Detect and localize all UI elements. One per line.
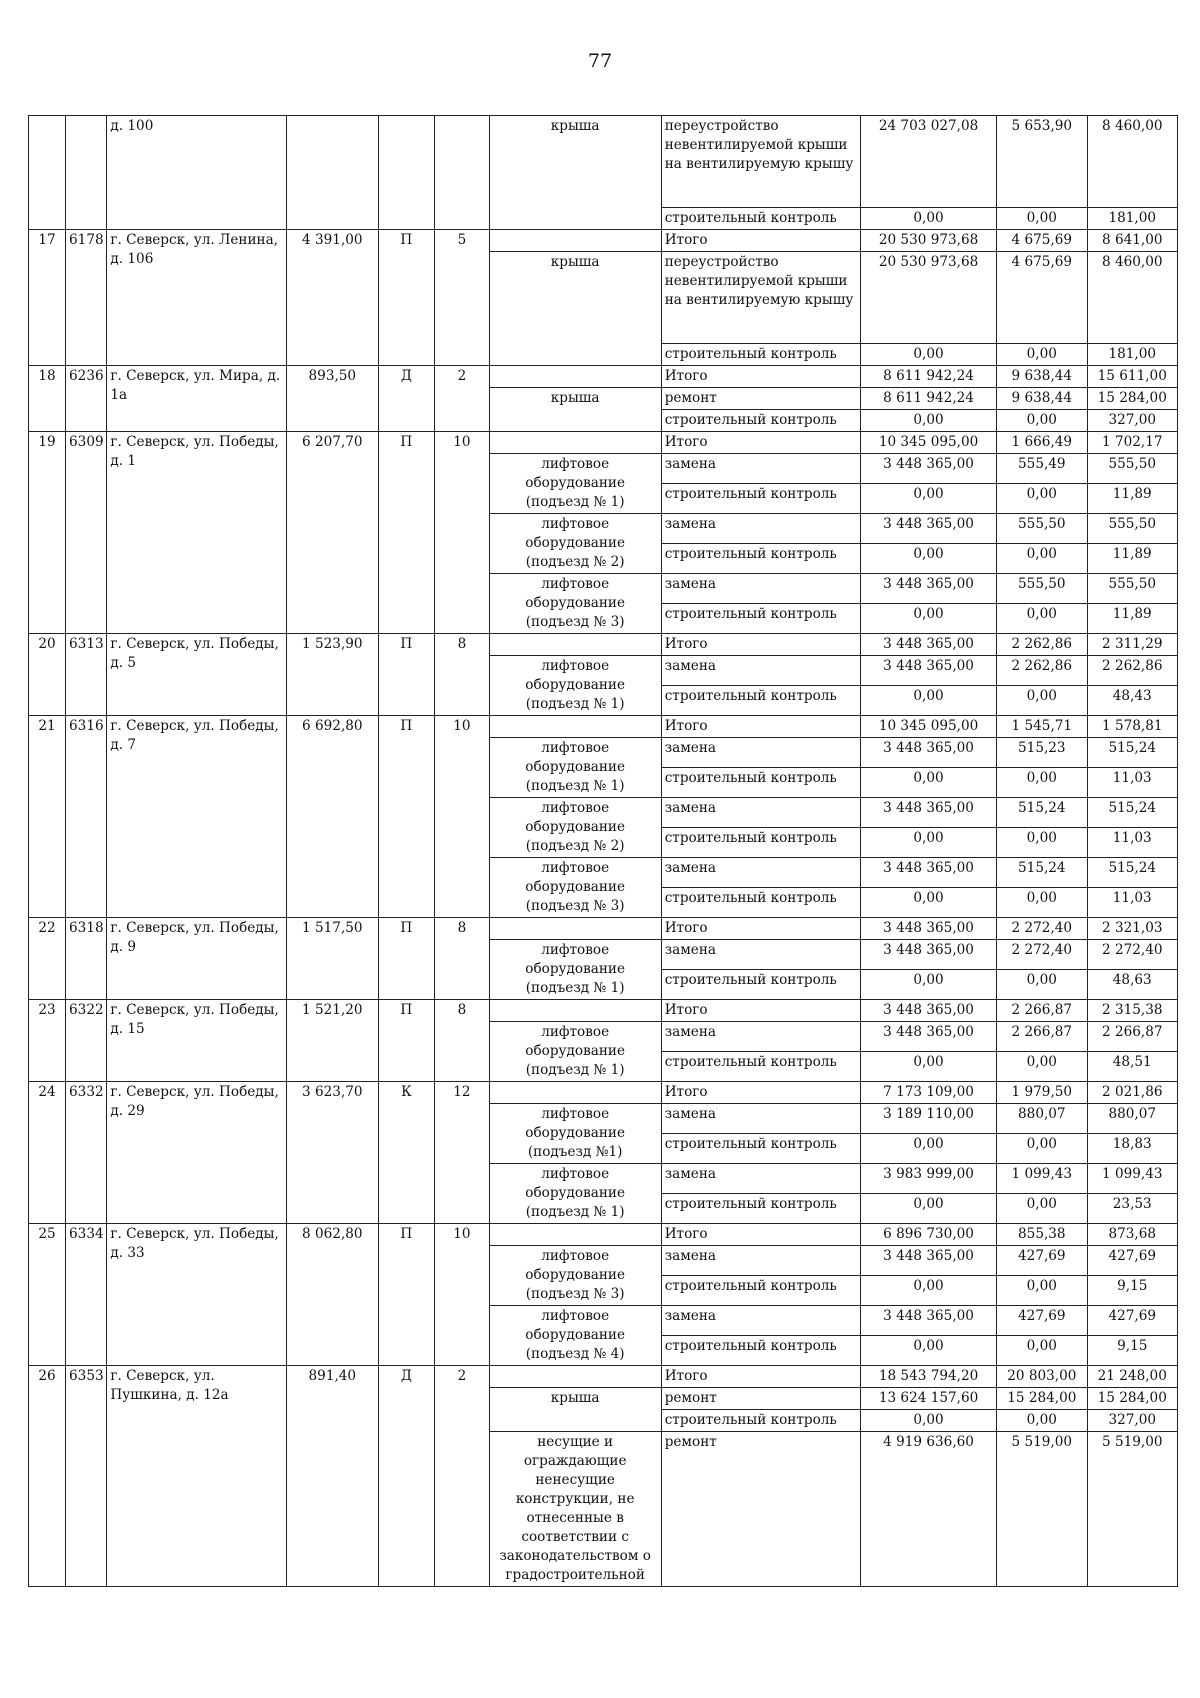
house-type: К [378, 1082, 435, 1224]
cost-per-m2: 555,50 [997, 514, 1087, 544]
cost-limit: 181,00 [1087, 344, 1178, 366]
cost-limit: 1 702,17 [1087, 432, 1178, 454]
work-type: строительный контроль [661, 544, 860, 574]
work-type: строительный контроль [661, 888, 860, 918]
cost-per-m2: 1 545,71 [997, 716, 1087, 738]
work-type: строительный контроль [661, 686, 860, 716]
cost-per-m2: 0,00 [997, 1410, 1087, 1432]
work-cost: 4 919 636,60 [860, 1432, 996, 1587]
house-type: Д [378, 1366, 435, 1587]
work-cost: 8 611 942,24 [860, 388, 996, 410]
cost-limit: 8 460,00 [1087, 116, 1178, 208]
structural-element: лифтовое оборудование (подъезд № 2) [489, 798, 661, 858]
cost-limit: 48,63 [1087, 970, 1178, 1000]
house-floors: 8 [435, 1000, 489, 1082]
work-cost: 10 345 095,00 [860, 432, 996, 454]
house-floors: 8 [435, 918, 489, 1000]
cost-per-m2: 0,00 [997, 888, 1087, 918]
structural-element: лифтовое оборудование (подъезд № 2) [489, 514, 661, 574]
work-cost: 0,00 [860, 1194, 996, 1224]
cost-per-m2: 4 675,69 [997, 252, 1087, 344]
work-type: ремонт [661, 1432, 860, 1587]
house-floors: 5 [435, 230, 489, 366]
cost-per-m2: 0,00 [997, 344, 1087, 366]
work-type: переустройство невентилируемой крыши на вентилируемую крышу [661, 116, 860, 208]
work-cost: 20 530 973,68 [860, 252, 996, 344]
cost-per-m2: 2 266,87 [997, 1022, 1087, 1052]
work-cost: 8 611 942,24 [860, 366, 996, 388]
house-area: 1 521,20 [287, 1000, 378, 1082]
cost-limit: 427,69 [1087, 1246, 1178, 1276]
house-area: 4 391,00 [287, 230, 378, 366]
cost-limit: 515,24 [1087, 798, 1178, 828]
structural-element: крыша [489, 1388, 661, 1432]
work-type: Итого [661, 716, 860, 738]
work-cost: 0,00 [860, 604, 996, 634]
cost-per-m2: 4 675,69 [997, 230, 1087, 252]
cost-limit: 8 641,00 [1087, 230, 1178, 252]
house-area: 1 523,90 [287, 634, 378, 716]
work-type: Итого [661, 1000, 860, 1022]
cost-limit: 2 315,38 [1087, 1000, 1178, 1022]
house-type: П [378, 634, 435, 716]
cost-per-m2: 1 099,43 [997, 1164, 1087, 1194]
work-type: строительный контроль [661, 768, 860, 798]
table-row [29, 1082, 1178, 1104]
cost-limit: 15 284,00 [1087, 1388, 1178, 1410]
work-cost: 0,00 [860, 768, 996, 798]
row-number: 23 [29, 1000, 66, 1082]
work-cost: 0,00 [860, 970, 996, 1000]
table-row [29, 116, 1178, 208]
row-number: 22 [29, 918, 66, 1000]
house-area: 6 692,80 [287, 716, 378, 918]
house-type: П [378, 1224, 435, 1366]
work-type: ремонт [661, 1388, 860, 1410]
work-type: замена [661, 1246, 860, 1276]
work-cost: 13 624 157,60 [860, 1388, 996, 1410]
work-cost: 3 448 365,00 [860, 738, 996, 768]
structural-element: лифтовое оборудование (подъезд № 1) [489, 1022, 661, 1082]
cost-per-m2: 0,00 [997, 1336, 1087, 1366]
table-row [29, 1224, 1178, 1246]
work-type: Итого [661, 1366, 860, 1388]
row-number: 20 [29, 634, 66, 716]
house-type: П [378, 230, 435, 366]
house-code [66, 116, 107, 230]
structural-element [489, 366, 661, 388]
house-address: д. 100 [107, 116, 287, 230]
house-code: 6313 [66, 634, 107, 716]
cost-limit: 1 099,43 [1087, 1164, 1178, 1194]
work-cost: 3 448 365,00 [860, 858, 996, 888]
work-cost: 0,00 [860, 1336, 996, 1366]
cost-limit: 5 519,00 [1087, 1432, 1178, 1587]
work-type: ремонт [661, 388, 860, 410]
structural-element [489, 432, 661, 454]
cost-per-m2: 2 272,40 [997, 918, 1087, 940]
cost-per-m2: 2 266,87 [997, 1000, 1087, 1022]
work-type: строительный контроль [661, 828, 860, 858]
cost-per-m2: 15 284,00 [997, 1388, 1087, 1410]
cost-per-m2: 2 262,86 [997, 634, 1087, 656]
table-row [29, 432, 1178, 454]
work-type: замена [661, 1104, 860, 1134]
structural-element: лифтовое оборудование (подъезд № 4) [489, 1306, 661, 1366]
work-cost: 0,00 [860, 544, 996, 574]
cost-per-m2: 427,69 [997, 1246, 1087, 1276]
cost-per-m2: 0,00 [997, 1052, 1087, 1082]
work-cost: 3 448 365,00 [860, 1246, 996, 1276]
work-cost: 0,00 [860, 1276, 996, 1306]
structural-element [489, 634, 661, 656]
table-row [29, 716, 1178, 738]
cost-limit: 2 272,40 [1087, 940, 1178, 970]
cost-limit: 555,50 [1087, 574, 1178, 604]
page-number: 77 [587, 50, 613, 72]
work-type: замена [661, 940, 860, 970]
structural-element [489, 1000, 661, 1022]
house-floors: 12 [435, 1082, 489, 1224]
cost-limit: 2 321,03 [1087, 918, 1178, 940]
cost-limit: 515,24 [1087, 738, 1178, 768]
house-code: 6178 [66, 230, 107, 366]
cost-limit: 2 262,86 [1087, 656, 1178, 686]
cost-per-m2: 0,00 [997, 686, 1087, 716]
cost-limit: 327,00 [1087, 1410, 1178, 1432]
work-type: строительный контроль [661, 484, 860, 514]
cost-limit: 11,03 [1087, 768, 1178, 798]
house-type [378, 116, 435, 230]
cost-per-m2: 515,24 [997, 858, 1087, 888]
work-cost: 0,00 [860, 344, 996, 366]
work-type: Итого [661, 230, 860, 252]
table-row [29, 918, 1178, 940]
cost-per-m2: 0,00 [997, 1276, 1087, 1306]
house-code: 6334 [66, 1224, 107, 1366]
row-number: 21 [29, 716, 66, 918]
work-type: строительный контроль [661, 1410, 860, 1432]
work-type: замена [661, 454, 860, 484]
cost-per-m2: 880,07 [997, 1104, 1087, 1134]
work-cost: 3 448 365,00 [860, 514, 996, 544]
cost-limit: 11,03 [1087, 828, 1178, 858]
structural-element: лифтовое оборудование (подъезд № 1) [489, 940, 661, 1000]
work-type: замена [661, 738, 860, 768]
row-number [29, 116, 66, 230]
row-number: 18 [29, 366, 66, 432]
cost-limit: 9,15 [1087, 1336, 1178, 1366]
row-number: 17 [29, 230, 66, 366]
house-address: г. Северск, ул. Пушкина, д. 12а [107, 1366, 287, 1587]
house-area: 6 207,70 [287, 432, 378, 634]
capital-repair-table [28, 115, 1178, 1587]
table-row [29, 634, 1178, 656]
cost-limit: 2 021,86 [1087, 1082, 1178, 1104]
cost-per-m2: 0,00 [997, 604, 1087, 634]
work-type: замена [661, 656, 860, 686]
cost-per-m2: 555,50 [997, 574, 1087, 604]
cost-limit: 181,00 [1087, 208, 1178, 230]
work-cost: 7 173 109,00 [860, 1082, 996, 1104]
cost-limit: 15 284,00 [1087, 388, 1178, 410]
house-code: 6309 [66, 432, 107, 634]
house-address: г. Северск, ул. Победы, д. 5 [107, 634, 287, 716]
work-cost: 24 703 027,08 [860, 116, 996, 208]
house-address: г. Северск, ул. Победы, д. 7 [107, 716, 287, 918]
cost-limit: 18,83 [1087, 1134, 1178, 1164]
house-area: 3 623,70 [287, 1082, 378, 1224]
cost-limit: 327,00 [1087, 410, 1178, 432]
house-type: П [378, 432, 435, 634]
table-row [29, 230, 1178, 252]
cost-limit: 2 266,87 [1087, 1022, 1178, 1052]
work-cost: 0,00 [860, 888, 996, 918]
cost-limit: 427,69 [1087, 1306, 1178, 1336]
house-address: г. Северск, ул. Победы, д. 1 [107, 432, 287, 634]
cost-limit: 11,89 [1087, 604, 1178, 634]
work-type: замена [661, 1022, 860, 1052]
cost-limit: 11,89 [1087, 484, 1178, 514]
cost-per-m2: 20 803,00 [997, 1366, 1087, 1388]
house-area [287, 116, 378, 230]
house-address: г. Северск, ул. Победы, д. 9 [107, 918, 287, 1000]
cost-per-m2: 9 638,44 [997, 388, 1087, 410]
cost-per-m2: 2 262,86 [997, 656, 1087, 686]
work-cost: 3 448 365,00 [860, 574, 996, 604]
work-type: замена [661, 1306, 860, 1336]
document-table-area [28, 115, 1178, 1605]
cost-per-m2: 5 519,00 [997, 1432, 1087, 1587]
cost-limit: 515,24 [1087, 858, 1178, 888]
structural-element [489, 1082, 661, 1104]
cost-per-m2: 0,00 [997, 828, 1087, 858]
house-area: 893,50 [287, 366, 378, 432]
house-floors: 8 [435, 634, 489, 716]
structural-element: лифтовое оборудование (подъезд № 3) [489, 1246, 661, 1306]
row-number: 24 [29, 1082, 66, 1224]
work-type: Итого [661, 918, 860, 940]
cost-per-m2: 0,00 [997, 410, 1087, 432]
work-cost: 0,00 [860, 208, 996, 230]
structural-element: крыша [489, 252, 661, 366]
work-type: замена [661, 574, 860, 604]
work-cost: 0,00 [860, 686, 996, 716]
house-address: г. Северск, ул. Победы, д. 29 [107, 1082, 287, 1224]
work-type: замена [661, 1164, 860, 1194]
house-floors: 2 [435, 1366, 489, 1587]
row-number: 25 [29, 1224, 66, 1366]
house-code: 6332 [66, 1082, 107, 1224]
work-type: строительный контроль [661, 970, 860, 1000]
work-cost: 3 448 365,00 [860, 1306, 996, 1336]
work-type: строительный контроль [661, 1336, 860, 1366]
house-type: Д [378, 366, 435, 432]
structural-element: лифтовое оборудование (подъезд № 3) [489, 858, 661, 918]
house-floors [435, 116, 489, 230]
cost-per-m2: 0,00 [997, 768, 1087, 798]
cost-limit: 15 611,00 [1087, 366, 1178, 388]
cost-limit: 1 578,81 [1087, 716, 1178, 738]
row-number: 26 [29, 1366, 66, 1587]
table-row [29, 1366, 1178, 1388]
work-type: переустройство невентилируемой крыши на вентилируемую крышу [661, 252, 860, 344]
structural-element: лифтовое оборудование (подъезд № 1) [489, 454, 661, 514]
work-type: Итого [661, 432, 860, 454]
cost-limit: 23,53 [1087, 1194, 1178, 1224]
house-area: 8 062,80 [287, 1224, 378, 1366]
work-cost: 3 448 365,00 [860, 918, 996, 940]
work-type: строительный контроль [661, 1052, 860, 1082]
cost-limit: 21 248,00 [1087, 1366, 1178, 1388]
cost-per-m2: 0,00 [997, 208, 1087, 230]
cost-per-m2: 427,69 [997, 1306, 1087, 1336]
structural-element [489, 1366, 661, 1388]
house-code: 6318 [66, 918, 107, 1000]
cost-limit: 880,07 [1087, 1104, 1178, 1134]
house-type: П [378, 918, 435, 1000]
cost-limit: 2 311,29 [1087, 634, 1178, 656]
cost-per-m2: 5 653,90 [997, 116, 1087, 208]
house-code: 6316 [66, 716, 107, 918]
work-type: строительный контроль [661, 208, 860, 230]
house-address: г. Северск, ул. Победы, д. 15 [107, 1000, 287, 1082]
structural-element [489, 230, 661, 252]
structural-element: несущие и ограждающие ненесущие конструкции, не отнесенные в соответствии с законодательством о градостроительной [489, 1432, 661, 1587]
structural-element [489, 918, 661, 940]
work-cost: 3 448 365,00 [860, 1022, 996, 1052]
work-cost: 10 345 095,00 [860, 716, 996, 738]
work-type: строительный контроль [661, 1194, 860, 1224]
work-type: строительный контроль [661, 344, 860, 366]
house-area: 891,40 [287, 1366, 378, 1587]
structural-element: лифтовое оборудование (подъезд № 1) [489, 738, 661, 798]
work-type: замена [661, 798, 860, 828]
structural-element: лифтовое оборудование (подъезд №1) [489, 1104, 661, 1164]
work-type: замена [661, 858, 860, 888]
house-type: П [378, 1000, 435, 1082]
work-type: строительный контроль [661, 1134, 860, 1164]
work-cost: 3 448 365,00 [860, 634, 996, 656]
cost-per-m2: 855,38 [997, 1224, 1087, 1246]
cost-limit: 555,50 [1087, 514, 1178, 544]
structural-element [489, 716, 661, 738]
house-floors: 10 [435, 432, 489, 634]
house-type: П [378, 716, 435, 918]
table-row [29, 1000, 1178, 1022]
work-cost: 0,00 [860, 1410, 996, 1432]
work-cost: 3 448 365,00 [860, 656, 996, 686]
cost-limit: 11,03 [1087, 888, 1178, 918]
cost-per-m2: 0,00 [997, 1134, 1087, 1164]
cost-limit: 873,68 [1087, 1224, 1178, 1246]
work-cost: 0,00 [860, 410, 996, 432]
work-type: строительный контроль [661, 1276, 860, 1306]
cost-limit: 9,15 [1087, 1276, 1178, 1306]
cost-limit: 11,89 [1087, 544, 1178, 574]
work-cost: 0,00 [860, 828, 996, 858]
cost-per-m2: 515,24 [997, 798, 1087, 828]
work-cost: 0,00 [860, 1052, 996, 1082]
house-floors: 2 [435, 366, 489, 432]
work-cost: 0,00 [860, 1134, 996, 1164]
work-type: замена [661, 514, 860, 544]
structural-element: лифтовое оборудование (подъезд № 1) [489, 656, 661, 716]
table-row [29, 366, 1178, 388]
work-cost: 3 448 365,00 [860, 798, 996, 828]
house-address: г. Северск, ул. Победы, д. 33 [107, 1224, 287, 1366]
work-type: Итого [661, 1224, 860, 1246]
cost-limit: 555,50 [1087, 454, 1178, 484]
house-code: 6322 [66, 1000, 107, 1082]
structural-element [489, 1224, 661, 1246]
cost-per-m2: 2 272,40 [997, 940, 1087, 970]
work-cost: 3 189 110,00 [860, 1104, 996, 1134]
work-cost: 3 983 999,00 [860, 1164, 996, 1194]
cost-per-m2: 0,00 [997, 484, 1087, 514]
work-cost: 6 896 730,00 [860, 1224, 996, 1246]
work-type: строительный контроль [661, 410, 860, 432]
house-address: г. Северск, ул. Ленина, д. 106 [107, 230, 287, 366]
work-type: строительный контроль [661, 604, 860, 634]
structural-element: лифтовое оборудование (подъезд № 3) [489, 574, 661, 634]
house-floors: 10 [435, 716, 489, 918]
work-type: Итого [661, 1082, 860, 1104]
work-cost: 3 448 365,00 [860, 454, 996, 484]
cost-per-m2: 0,00 [997, 1194, 1087, 1224]
work-cost: 3 448 365,00 [860, 940, 996, 970]
cost-per-m2: 9 638,44 [997, 366, 1087, 388]
cost-per-m2: 1 979,50 [997, 1082, 1087, 1104]
cost-limit: 8 460,00 [1087, 252, 1178, 344]
cost-per-m2: 1 666,49 [997, 432, 1087, 454]
house-area: 1 517,50 [287, 918, 378, 1000]
house-code: 6353 [66, 1366, 107, 1587]
structural-element: лифтовое оборудование (подъезд № 1) [489, 1164, 661, 1224]
house-floors: 10 [435, 1224, 489, 1366]
work-cost: 3 448 365,00 [860, 1000, 996, 1022]
cost-per-m2: 515,23 [997, 738, 1087, 768]
work-type: Итого [661, 634, 860, 656]
structural-element: крыша [489, 116, 661, 230]
cost-limit: 48,51 [1087, 1052, 1178, 1082]
work-cost: 18 543 794,20 [860, 1366, 996, 1388]
row-number: 19 [29, 432, 66, 634]
cost-per-m2: 0,00 [997, 970, 1087, 1000]
cost-per-m2: 555,49 [997, 454, 1087, 484]
cost-limit: 48,43 [1087, 686, 1178, 716]
work-cost: 0,00 [860, 484, 996, 514]
cost-per-m2: 0,00 [997, 544, 1087, 574]
structural-element: крыша [489, 388, 661, 432]
work-type: Итого [661, 366, 860, 388]
house-code: 6236 [66, 366, 107, 432]
house-address: г. Северск, ул. Мира, д. 1а [107, 366, 287, 432]
work-cost: 20 530 973,68 [860, 230, 996, 252]
